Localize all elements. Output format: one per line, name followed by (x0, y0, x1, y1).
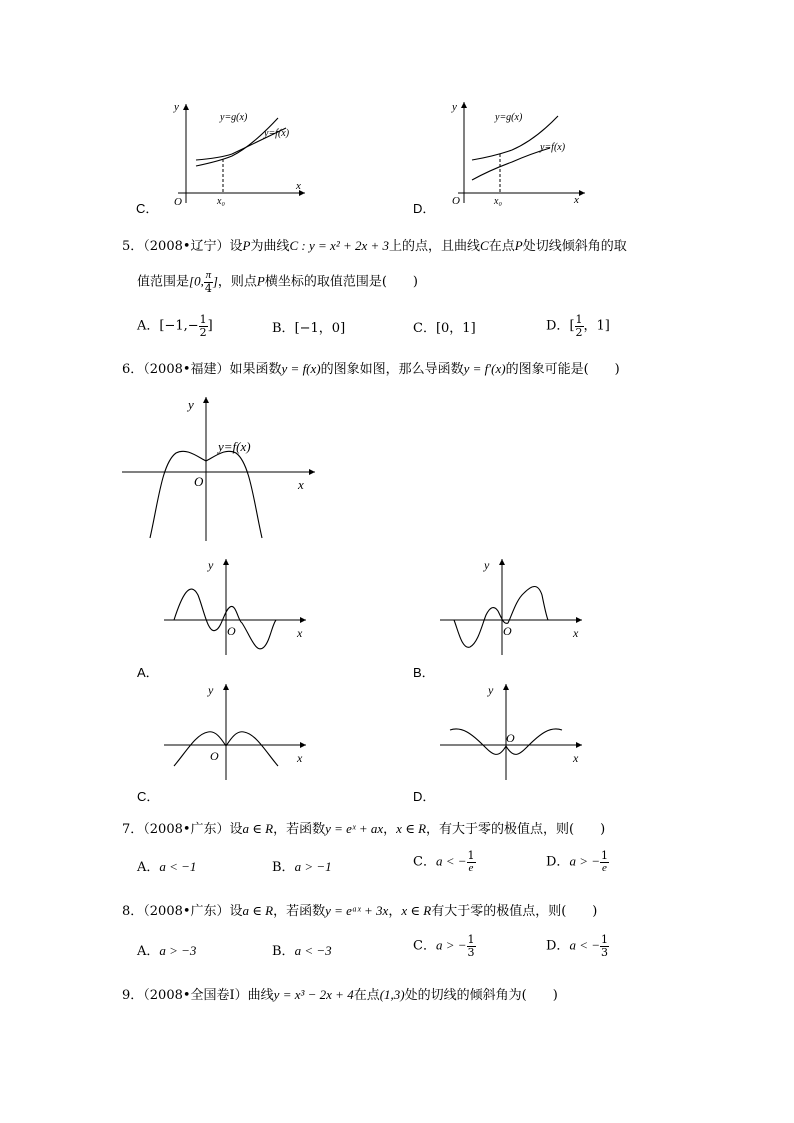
origin-label: O (194, 474, 204, 489)
x0-label: x₀ (494, 196, 502, 207)
q6-option-b-graph (436, 555, 586, 655)
x-axis-label: x (573, 751, 579, 765)
f-curve-label: y=f(x) (264, 128, 290, 139)
x-axis-label: x (297, 751, 303, 765)
q8-option-b: B．a < −3 (272, 943, 332, 959)
graph-top-d-label: D． (413, 201, 436, 216)
q8-option-a: A．a > −3 (137, 943, 197, 959)
graph-top-c-label: C． (136, 201, 159, 216)
question-5-line-1: 5．（2008•辽宁）设P为曲线C : y = x² + 2x + 3上的点，且曲线C在点P处切线倾斜角的取 (122, 238, 627, 254)
y-axis-label: y (484, 558, 490, 572)
origin-label: O (503, 624, 512, 638)
q7-option-c: C．a < − $\frac{1}{e}$ (413, 849, 475, 874)
q5-option-b: B．[−1，0] (272, 321, 346, 336)
y-axis-label: y (488, 683, 494, 697)
question-6-stem: 6．（2008•福建）如果函数y = f(x)的图象如图，那么导函数y = f′(x)的图象可能是( ) (122, 361, 620, 377)
origin-label: O (227, 624, 236, 638)
x-axis-label: x (574, 194, 579, 206)
y-axis-label: y (208, 558, 214, 572)
y-axis-label: y (174, 101, 179, 113)
origin-label: O (452, 195, 460, 207)
origin-label: O (506, 731, 515, 745)
question-9-stem: 9．（2008•全国卷Ⅰ）曲线y = x³ − 2x + 4在点(1,3)处的切线的倾斜角为( ) (122, 987, 558, 1003)
question-8-stem: 8．（2008•广东）设a ∈ R，若函数y = eᵃˣ + 3x，x ∈ R有大于零的极值点，则( ) (122, 903, 598, 919)
q8-option-d: D．a < − $\frac{1}{3}$ (546, 933, 608, 959)
x-axis-label: x (296, 180, 301, 192)
y-axis-label: y (208, 683, 214, 697)
q6-option-a-label: A． (137, 665, 159, 680)
graph-top-c (160, 98, 310, 210)
q5-option-d: D．[ $\frac{1}{2}$ ，1] (546, 313, 610, 339)
q5-option-a: A．[−1,− $\frac{1}{2}$ ] (137, 313, 213, 339)
question-5-line-2: 值范围是[0, $\frac{\pi}{4}$ ]，则点P横坐标的取值范围是( ) (137, 269, 419, 295)
q6-main-graph (120, 393, 320, 543)
x-axis-label: x (573, 626, 579, 640)
x-axis-label: x (297, 626, 303, 640)
x-axis-label: x (298, 477, 304, 492)
q6-option-c-label: C． (137, 789, 160, 804)
origin-label: O (210, 749, 219, 763)
q5-option-c: C．[0，1] (413, 321, 476, 336)
q8-option-c: C．a > − $\frac{1}{3}$ (413, 933, 475, 959)
f-curve-label: y=f(x) (540, 142, 566, 153)
g-curve-label: y=g(x) (220, 112, 248, 123)
g-curve-label: y=g(x) (495, 112, 523, 123)
x0-label: x₀ (217, 196, 225, 207)
q6-option-c-graph (160, 680, 310, 780)
q6-option-a-graph (160, 555, 310, 655)
origin-label: O (174, 196, 182, 208)
q7-option-a: A．a < −1 (137, 859, 197, 875)
q7-option-d: D．a > − $\frac{1}{e}$ (546, 849, 608, 874)
graph-top-d (440, 98, 590, 210)
y-axis-label: y (188, 397, 194, 412)
q6-option-d-graph (436, 680, 586, 780)
y-axis-label: y (452, 101, 457, 113)
q6-option-d-label: D． (413, 789, 436, 804)
q6-option-b-label: B． (413, 665, 435, 680)
question-7-stem: 7．（2008•广东）设a ∈ R，若函数y = eˣ + ax，x ∈ R，有大于零的极值点，则( ) (122, 821, 606, 837)
q7-option-b: B．a > −1 (272, 859, 332, 875)
curve-label: y=f(x) (218, 439, 251, 454)
